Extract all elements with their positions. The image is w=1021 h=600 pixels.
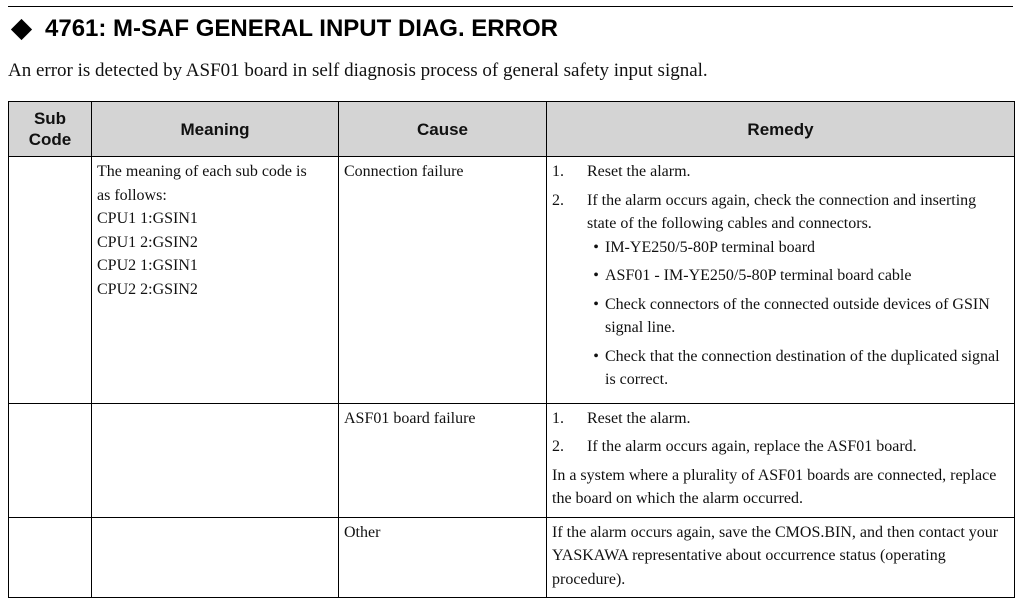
header-sub-code-line2: Code bbox=[28, 130, 72, 149]
step-number: 1. bbox=[552, 409, 564, 427]
header-remedy: Remedy bbox=[547, 102, 1015, 157]
step-number: 2. bbox=[552, 438, 564, 455]
page-title bbox=[8, 13, 558, 45]
cause-cell: ASF01 board failure bbox=[339, 403, 547, 517]
bullet-dot-icon: • bbox=[593, 267, 599, 284]
sub-code-cell bbox=[9, 157, 92, 404]
bullet-dot-icon: • bbox=[593, 347, 599, 365]
table-row bbox=[9, 157, 1015, 404]
page-title-text: 4761: M-SAF GENERAL INPUT DIAG. ERROR bbox=[45, 15, 558, 42]
remedy-step bbox=[552, 160, 1009, 184]
sub-code-cell bbox=[9, 517, 92, 598]
remedy-cell bbox=[547, 157, 1015, 404]
remedy-cell: If the alarm occurs again, save the CMOS.BIN, and then contact your YASKAWA representative about occurrence status (operating procedure). bbox=[547, 517, 1015, 598]
meaning-cell bbox=[92, 517, 339, 598]
header-sub-code bbox=[9, 102, 92, 157]
remedy-step bbox=[552, 435, 1009, 459]
bullet-list bbox=[587, 236, 1009, 392]
step-text: Reset the alarm. bbox=[587, 163, 691, 180]
remedy-cell bbox=[547, 403, 1015, 517]
bullet-text: ASF01 - IM-YE250/5-80P terminal board cable bbox=[605, 267, 912, 284]
remedy-steps bbox=[552, 407, 1009, 459]
remedy-step bbox=[552, 407, 1009, 431]
bullet-text: IM-YE250/5-80P terminal board bbox=[605, 238, 816, 256]
diamond-bullet-icon bbox=[11, 18, 32, 39]
header-cause: Cause bbox=[339, 102, 547, 157]
bullet-text: Check that the connection destination of the duplicated signal is correct. bbox=[605, 347, 1000, 388]
bullet-item bbox=[587, 236, 1009, 260]
meaning-line: The meaning of each sub code is bbox=[97, 163, 307, 180]
remedy-steps bbox=[552, 160, 1009, 392]
step-text: If the alarm occurs again, check the connection and inserting state of the following cables and connectors. bbox=[587, 191, 977, 232]
bullet-item bbox=[587, 293, 1009, 340]
step-number: 1. bbox=[552, 163, 564, 180]
intro-text: An error is detected by ASF01 board in self diagnosis process of general safety input signal. bbox=[8, 60, 708, 81]
meaning-line: CPU1 1:GSIN1 bbox=[97, 210, 198, 227]
remedy-step bbox=[552, 189, 1009, 392]
step-number: 2. bbox=[552, 191, 564, 209]
bullet-dot-icon: • bbox=[593, 238, 599, 256]
meaning-cell bbox=[92, 157, 339, 404]
bullet-text: Check connectors of the connected outside devices of GSIN signal line. bbox=[605, 295, 990, 336]
header-sub-code-line1: Sub bbox=[33, 109, 67, 128]
meaning-line: CPU2 1:GSIN1 bbox=[97, 257, 198, 274]
bullet-dot-icon: • bbox=[593, 295, 599, 313]
cause-cell: Other bbox=[339, 517, 547, 598]
error-table bbox=[8, 101, 1015, 598]
meaning-cell bbox=[92, 403, 339, 517]
bullet-item bbox=[587, 345, 1009, 392]
meaning-line: CPU1 2:GSIN2 bbox=[97, 233, 198, 251]
top-rule bbox=[8, 6, 1013, 7]
bullet-item bbox=[587, 264, 1009, 288]
table-row bbox=[9, 403, 1015, 517]
sub-code-cell bbox=[9, 403, 92, 517]
meaning-line: as follows: bbox=[97, 186, 167, 204]
remedy-note: In a system where a plurality of ASF01 boards are connected, replace the board on which the alarm occurred. bbox=[552, 466, 997, 507]
cause-cell: Connection failure bbox=[339, 157, 547, 404]
header-row bbox=[9, 102, 1015, 157]
step-text: If the alarm occurs again, replace the ASF01 board. bbox=[587, 438, 917, 455]
meaning-line: CPU2 2:GSIN2 bbox=[97, 280, 198, 298]
table-row bbox=[9, 517, 1015, 598]
step-text: Reset the alarm. bbox=[587, 409, 691, 427]
header-meaning: Meaning bbox=[92, 102, 339, 157]
